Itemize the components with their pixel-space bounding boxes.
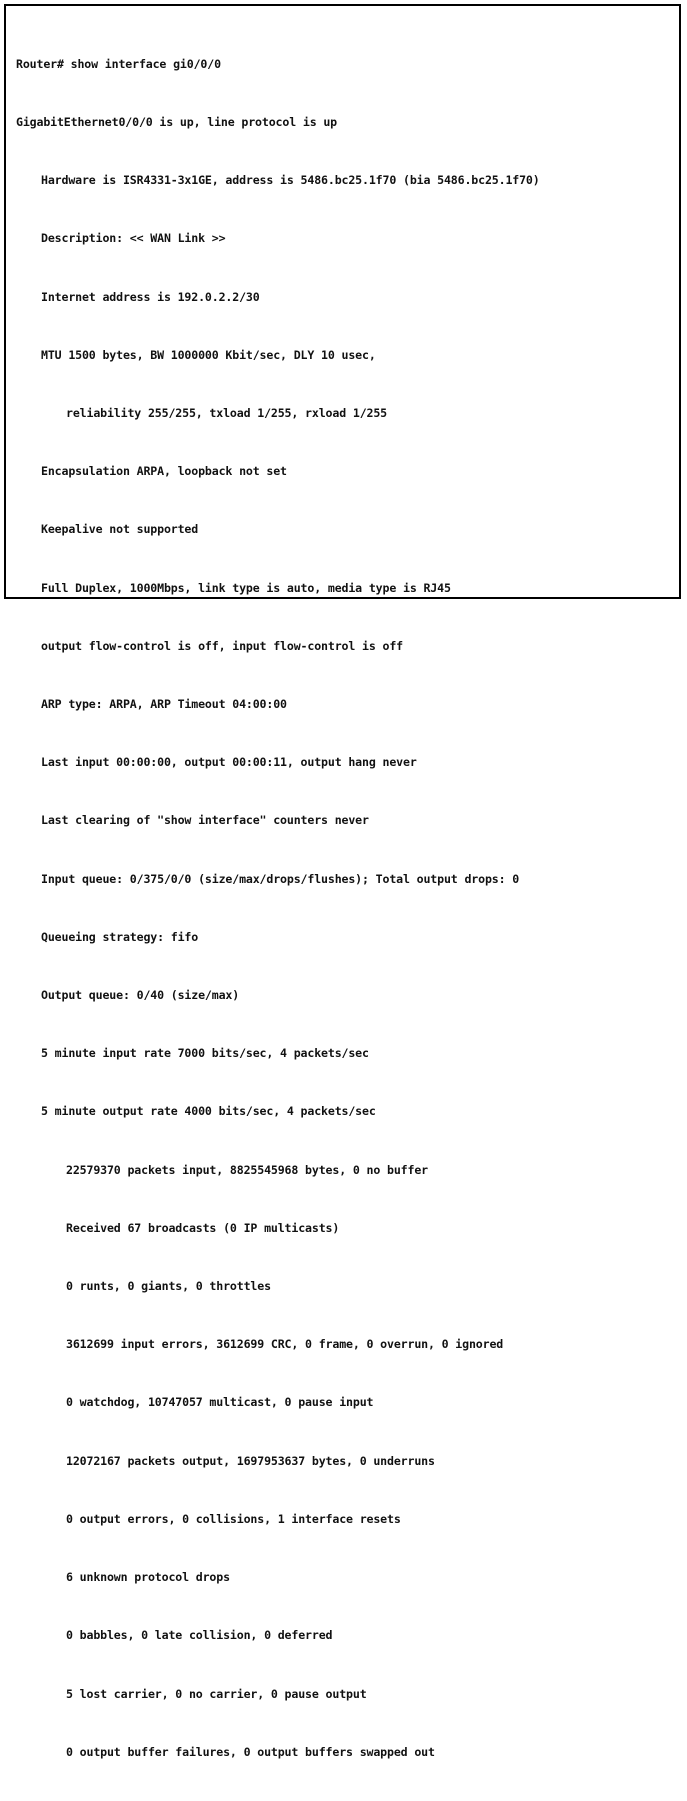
description-line: Description: << WAN Link >> <box>41 231 226 246</box>
encapsulation-line: Encapsulation ARPA, loopback not set <box>41 464 287 479</box>
queueing-strategy-line: Queueing strategy: fifo <box>41 929 199 944</box>
internet-address-line: Internet address is 192.0.2.2/30 <box>41 289 260 304</box>
packets-input-line: 22579370 packets input, 8825545968 bytes, 0 no buffer <box>66 1162 428 1177</box>
terminal-output-frame <box>4 4 681 1759</box>
output-errors-line: 0 output errors, 0 collisions, 1 interface resets <box>66 1511 401 1526</box>
mtu-line: MTU 1500 bytes, BW 1000000 Kbit/sec, DLY 10 usec, <box>41 347 376 362</box>
broadcasts-line: Received 67 broadcasts (0 IP multicasts) <box>66 1220 340 1235</box>
unknown-protocol-line: 6 unknown protocol drops <box>66 1570 230 1585</box>
command-prompt-line: Router# show interface gi0/0/0 <box>16 56 221 71</box>
watchdog-line: 0 watchdog, 10747057 multicast, 0 pause input <box>66 1395 374 1410</box>
input-queue-line: Input queue: 0/375/0/0 (size/max/drops/flushes); Total output drops: 0 <box>41 871 520 886</box>
terminal-output <box>16 16 673 1801</box>
keepalive-line: Keepalive not supported <box>41 522 199 537</box>
last-input-line: Last input 00:00:00, output 00:00:11, output hang never <box>41 755 417 770</box>
duplex-line: Full Duplex, 1000Mbps, link type is auto, media type is RJ45 <box>41 580 451 595</box>
output-queue-line: Output queue: 0/40 (size/max) <box>41 988 240 1003</box>
hardware-line: Hardware is ISR4331-3x1GE, address is 5486.bc25.1f70 (bia 5486.bc25.1f70) <box>41 173 540 188</box>
arp-line: ARP type: ARPA, ARP Timeout 04:00:00 <box>41 697 287 712</box>
flow-control-line: output flow-control is off, input flow-control is off <box>41 638 403 653</box>
input-rate-line: 5 minute input rate 7000 bits/sec, 4 packets/sec <box>41 1046 369 1061</box>
reliability-line: reliability 255/255, txload 1/255, rxload 1/255 <box>66 406 388 421</box>
packets-output-line: 12072167 packets output, 1697953637 bytes, 0 underruns <box>66 1453 435 1468</box>
interface-status-line: GigabitEthernet0/0/0 is up, line protocol is up <box>16 115 338 130</box>
last-clearing-line: Last clearing of "show interface" counters never <box>41 813 369 828</box>
runts-line: 0 runts, 0 giants, 0 throttles <box>66 1279 271 1294</box>
babbles-line: 0 babbles, 0 late collision, 0 deferred <box>66 1628 333 1643</box>
buffer-failures-line: 0 output buffer failures, 0 output buffers swapped out <box>66 1744 435 1759</box>
lost-carrier-line: 5 lost carrier, 0 no carrier, 0 pause output <box>66 1686 367 1701</box>
input-errors-line: 3612699 input errors, 3612699 CRC, 0 frame, 0 overrun, 0 ignored <box>66 1337 504 1352</box>
output-rate-line: 5 minute output rate 4000 bits/sec, 4 packets/sec <box>41 1104 376 1119</box>
